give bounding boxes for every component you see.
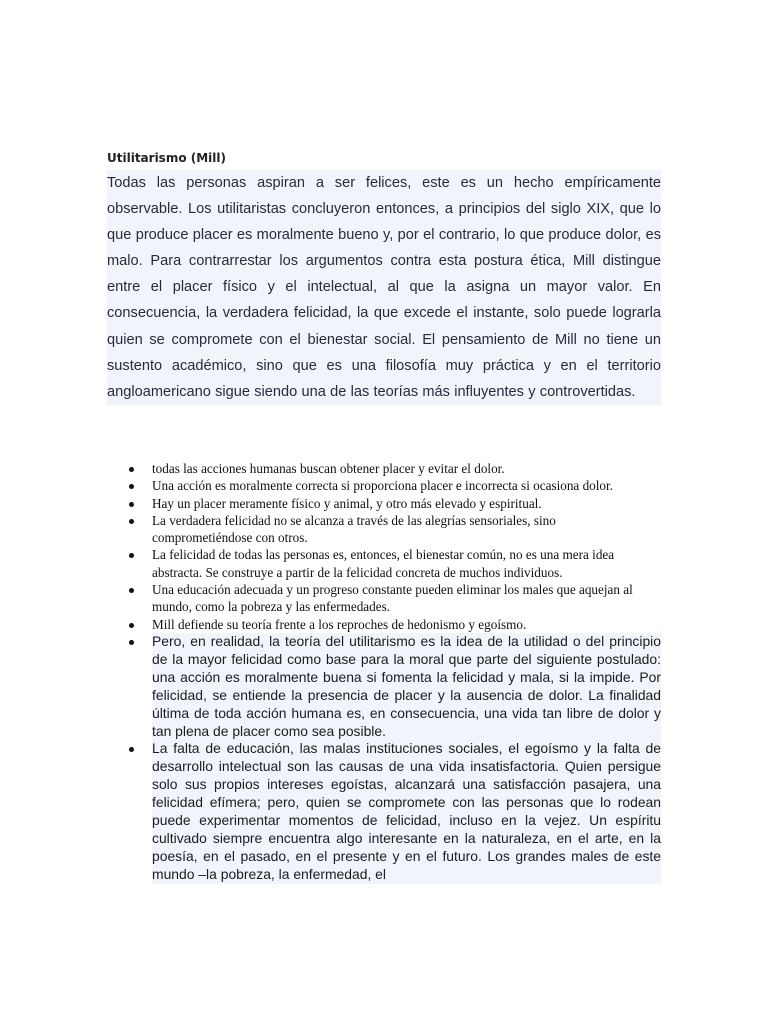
bullet-icon	[129, 467, 134, 472]
bullet-icon	[129, 623, 134, 628]
list-item: todas las acciones humanas buscan obtener placer y evitar el dolor.	[107, 460, 642, 477]
bullet-icon	[129, 484, 134, 489]
list-item: Hay un placer meramente físico y animal, y otro más elevado y espiritual.	[107, 495, 642, 512]
bullet-icon	[129, 747, 134, 752]
document-title: Utilitarismo (Mill)	[107, 151, 227, 165]
list-item: La verdadera felicidad no se alcanza a través de las alegrías sensoriales, sino comprometiéndose con otros.	[107, 512, 642, 547]
bullet-icon	[129, 502, 134, 507]
list-item: La felicidad de todas las personas es, entonces, el bienestar común, no es una mera idea abstracta. Se construye a partir de la felicidad concreta de muchos individuos.	[107, 546, 642, 581]
bullet-icon	[129, 519, 134, 524]
list-item: Pero, en realidad, la teoría del utilitarismo es la idea de la utilidad o del principio de la mayor felicidad como base para la moral que parte del siguiente postulado: una acción es moralmente buena si fomenta la felicidad y mala, si la impide. Por felicidad, se entiende la presencia de placer y la ausencia de dolor. La finalidad última de toda acción humana es, en consecuencia, una vida tan libre de dolor y tan plena de placer como sea posible.	[107, 633, 661, 740]
list-item: La falta de educación, las malas instituciones sociales, el egoísmo y la falta de desarrollo intelectual son las causas de una vida insatisfactoria. Quien persigue solo sus propios intereses egoístas, alcanzará una satisfacción pasajera, una felicidad efímera; pero, quien se compromete con las personas que lo rodean puede experimentar momentos de felicidad, incluso en la vejez. Un espíritu cultivado siempre encuentra algo interesante en la naturaleza, en el arte, en la poesía, en el pasado, en el presente y en el futuro. Los grandes males de este mundo –la pobreza, la enfermedad, el	[107, 740, 661, 883]
bullet-icon	[129, 553, 134, 558]
list-item: Una educación adecuada y un progreso constante pueden eliminar los males que aquejan al mundo, como la pobreza y las enfermedades.	[107, 581, 642, 616]
list-item: Mill defiende su teoría frente a los reproches de hedonismo y egoísmo.	[107, 616, 642, 633]
bullet-icon	[129, 640, 134, 645]
intro-paragraph: Todas las personas aspiran a ser felices, este es un hecho empíricamente observable. Los utilitaristas concluyeron entonces, a principios del siglo XIX, que lo que produce placer es moralmente bueno y, por el contrario, lo que produce dolor, es malo. Para contrarrestar los argumentos contra esta postura ética, Mill distingue entre el placer físico y el intelectual, al que la asigna un mayor valor. En consecuencia, la verdadera felicidad, la que excede el instante, solo puede lograrla quien se compromete con el bienestar social. El pensamiento de Mill no tiene un sustento académico, sino que es una filosofía muy práctica y en el territorio angloamericano sigue siendo una de las teorías más influyentes y controvertidas.	[107, 170, 661, 405]
list-item: Una acción es moralmente correcta si proporciona placer e incorrecta si ocasiona dolor.	[107, 477, 642, 494]
bullet-icon	[129, 588, 134, 593]
bullet-list	[107, 460, 661, 884]
